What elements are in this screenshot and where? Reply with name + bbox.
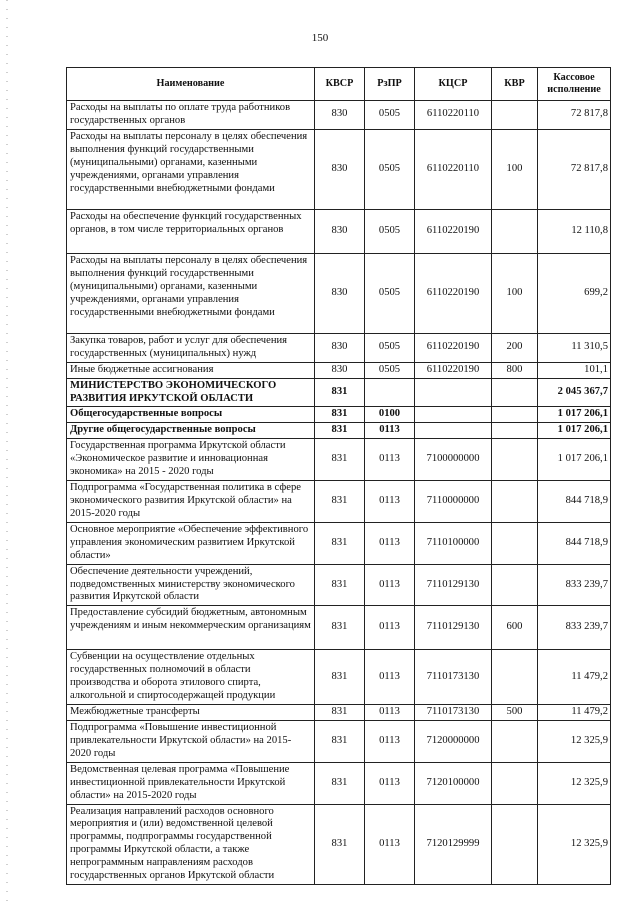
table-row (67, 333, 611, 362)
row-amount: 1 017 206,1 (538, 439, 611, 481)
row-amount: 833 239,7 (538, 606, 611, 650)
row-kvr (492, 804, 538, 885)
row-kvsr: 831 (315, 407, 365, 423)
row-amount: 2 045 367,7 (538, 378, 611, 407)
row-rzpr: 0505 (365, 362, 415, 378)
row-amount: 12 325,9 (538, 720, 611, 762)
row-name: Расходы на выплаты персоналу в целях обеспечения выполнения функций государственными (муниципальными) органами, казенными учреждениями, органами управления государственными внебюджетными фондами (67, 129, 315, 209)
table-row (67, 762, 611, 804)
row-kvsr: 830 (315, 333, 365, 362)
row-name: Общегосударственные вопросы (67, 407, 315, 423)
row-name: Расходы на выплаты персоналу в целях обеспечения выполнения функций государственными (муниципальными) органами, казенными учреждениями, органами управления государственными внебюджетными фондами (67, 253, 315, 333)
row-kvr (492, 650, 538, 705)
row-rzpr: 0100 (365, 407, 415, 423)
row-kvr (492, 101, 538, 130)
row-kcsr: 6110220190 (415, 362, 492, 378)
table-row (67, 129, 611, 209)
row-name: Расходы на выплаты по оплате труда работников государственных органов (67, 101, 315, 130)
row-amount: 72 817,8 (538, 129, 611, 209)
row-kvsr: 831 (315, 804, 365, 885)
row-kcsr: 7100000000 (415, 439, 492, 481)
table-header-row (67, 68, 611, 101)
row-kvr (492, 720, 538, 762)
row-kvr: 600 (492, 606, 538, 650)
header-rzpr: РзПР (365, 68, 415, 101)
table-row (67, 522, 611, 564)
row-kvr: 800 (492, 362, 538, 378)
table-row (67, 253, 611, 333)
row-amount: 101,1 (538, 362, 611, 378)
row-name: Субвенции на осуществление отдельных государственных полномочий в области производства и оборота этилового спирта, алкогольной и спиртосодержащей продукции (67, 650, 315, 705)
row-rzpr: 0113 (365, 564, 415, 606)
table-row (67, 564, 611, 606)
row-kvr: 100 (492, 253, 538, 333)
row-kvr (492, 439, 538, 481)
row-name: Обеспечение деятельности учреждений, подведомственных министерству экономического развития Иркутской области (67, 564, 315, 606)
table-row (67, 481, 611, 523)
header-kvr: КВР (492, 68, 538, 101)
row-name: МИНИСТЕРСТВО ЭКОНОМИЧЕСКОГО РАЗВИТИЯ ИРКУТСКОЙ ОБЛАСТИ (67, 378, 315, 407)
row-kcsr: 7110129130 (415, 564, 492, 606)
row-kcsr (415, 407, 492, 423)
row-kcsr: 7110000000 (415, 481, 492, 523)
row-kvsr: 831 (315, 650, 365, 705)
row-kvsr: 830 (315, 362, 365, 378)
table-row (67, 650, 611, 705)
row-kcsr: 7110129130 (415, 606, 492, 650)
row-kvr (492, 564, 538, 606)
row-rzpr: 0505 (365, 209, 415, 253)
row-kvr: 500 (492, 705, 538, 721)
row-kvr: 200 (492, 333, 538, 362)
scan-edge-marks (6, 0, 8, 905)
row-name: Государственная программа Иркутской области «Экономическое развитие и инновационная экономика» на 2015 - 2020 годы (67, 439, 315, 481)
row-amount: 844 718,9 (538, 481, 611, 523)
row-rzpr: 0113 (365, 720, 415, 762)
row-rzpr (365, 378, 415, 407)
table-row (67, 804, 611, 885)
row-amount: 12 325,9 (538, 762, 611, 804)
row-kvr (492, 378, 538, 407)
row-rzpr: 0113 (365, 705, 415, 721)
row-amount: 699,2 (538, 253, 611, 333)
row-amount: 844 718,9 (538, 522, 611, 564)
row-kvsr: 831 (315, 522, 365, 564)
row-kvsr: 831 (315, 564, 365, 606)
table-row-section (67, 407, 611, 423)
row-kvr (492, 407, 538, 423)
row-kvr: 100 (492, 129, 538, 209)
row-kvsr: 830 (315, 129, 365, 209)
row-rzpr: 0113 (365, 606, 415, 650)
row-kvsr: 830 (315, 209, 365, 253)
row-name: Иные бюджетные ассигнования (67, 362, 315, 378)
row-rzpr: 0505 (365, 253, 415, 333)
row-amount: 12 110,8 (538, 209, 611, 253)
row-name: Закупка товаров, работ и услуг для обеспечения государственных (муниципальных) нужд (67, 333, 315, 362)
row-rzpr: 0113 (365, 762, 415, 804)
row-kvsr: 831 (315, 705, 365, 721)
row-name: Межбюджетные трансферты (67, 705, 315, 721)
row-kvsr: 830 (315, 101, 365, 130)
row-rzpr: 0505 (365, 333, 415, 362)
row-name: Подпрограмма «Государственная политика в сфере экономического развития Иркутской области» на 2015-2020 годы (67, 481, 315, 523)
row-rzpr: 0505 (365, 129, 415, 209)
row-amount: 1 017 206,1 (538, 407, 611, 423)
row-kcsr: 6110220190 (415, 333, 492, 362)
row-kvsr: 831 (315, 606, 365, 650)
table-row (67, 606, 611, 650)
row-amount: 72 817,8 (538, 101, 611, 130)
row-kcsr: 7120129999 (415, 804, 492, 885)
row-kcsr: 7110173130 (415, 705, 492, 721)
row-amount: 11 310,5 (538, 333, 611, 362)
row-kcsr: 7110173130 (415, 650, 492, 705)
row-name: Расходы на обеспечение функций государственных органов, в том числе территориальных органов (67, 209, 315, 253)
row-kcsr: 7120100000 (415, 762, 492, 804)
row-name: Другие общегосударственные вопросы (67, 423, 315, 439)
row-name: Реализация направлений расходов основного мероприятия и (или) ведомственной целевой программы, подпрограммы государственной программы Иркутской области, а также непрограммным направлениям расходов государственных органов Иркутской области (67, 804, 315, 885)
row-kvr (492, 522, 538, 564)
row-kcsr: 6110220190 (415, 209, 492, 253)
row-kvsr: 831 (315, 762, 365, 804)
row-kvr (492, 423, 538, 439)
row-kvsr: 831 (315, 439, 365, 481)
header-amount: Кассовое исполнение (538, 68, 611, 101)
row-rzpr: 0113 (365, 423, 415, 439)
row-kcsr: 7110100000 (415, 522, 492, 564)
row-kvsr: 831 (315, 720, 365, 762)
row-amount: 11 479,2 (538, 705, 611, 721)
table-row (67, 209, 611, 253)
row-kvsr: 830 (315, 253, 365, 333)
row-kcsr (415, 423, 492, 439)
row-rzpr: 0113 (365, 804, 415, 885)
row-kvsr: 831 (315, 378, 365, 407)
header-kcsr: КЦСР (415, 68, 492, 101)
row-amount: 11 479,2 (538, 650, 611, 705)
row-kvsr: 831 (315, 423, 365, 439)
table-row (67, 101, 611, 130)
header-name: Наименование (67, 68, 315, 101)
table-row (67, 705, 611, 721)
row-amount: 12 325,9 (538, 804, 611, 885)
row-kvr (492, 481, 538, 523)
table-row-section (67, 378, 611, 407)
row-amount: 833 239,7 (538, 564, 611, 606)
row-name: Ведомственная целевая программа «Повышение инвестиционной привлекательности Иркутской области» на 2015-2020 годы (67, 762, 315, 804)
page-number: 150 (311, 32, 329, 44)
row-rzpr: 0113 (365, 650, 415, 705)
row-rzpr: 0113 (365, 522, 415, 564)
row-kcsr (415, 378, 492, 407)
budget-execution-table (66, 67, 611, 885)
row-rzpr: 0505 (365, 101, 415, 130)
row-name: Предоставление субсидий бюджетным, автономным учреждениям и иным некоммерческим организациям (67, 606, 315, 650)
row-rzpr: 0113 (365, 439, 415, 481)
table-row (67, 720, 611, 762)
row-name: Подпрограмма «Повышение инвестиционной привлекательности Иркутской области» на 2015-2020 годы (67, 720, 315, 762)
row-rzpr: 0113 (365, 481, 415, 523)
row-kcsr: 6110220110 (415, 129, 492, 209)
header-kvsr: КВСР (315, 68, 365, 101)
row-kvr (492, 762, 538, 804)
table-row-section (67, 423, 611, 439)
row-kcsr: 7120000000 (415, 720, 492, 762)
row-amount: 1 017 206,1 (538, 423, 611, 439)
row-kvsr: 831 (315, 481, 365, 523)
table-row (67, 362, 611, 378)
table-row (67, 439, 611, 481)
row-kcsr: 6110220110 (415, 101, 492, 130)
row-kcsr: 6110220190 (415, 253, 492, 333)
row-name: Основное мероприятие «Обеспечение эффективного управления экономическим развитием Иркутской области» (67, 522, 315, 564)
row-kvr (492, 209, 538, 253)
